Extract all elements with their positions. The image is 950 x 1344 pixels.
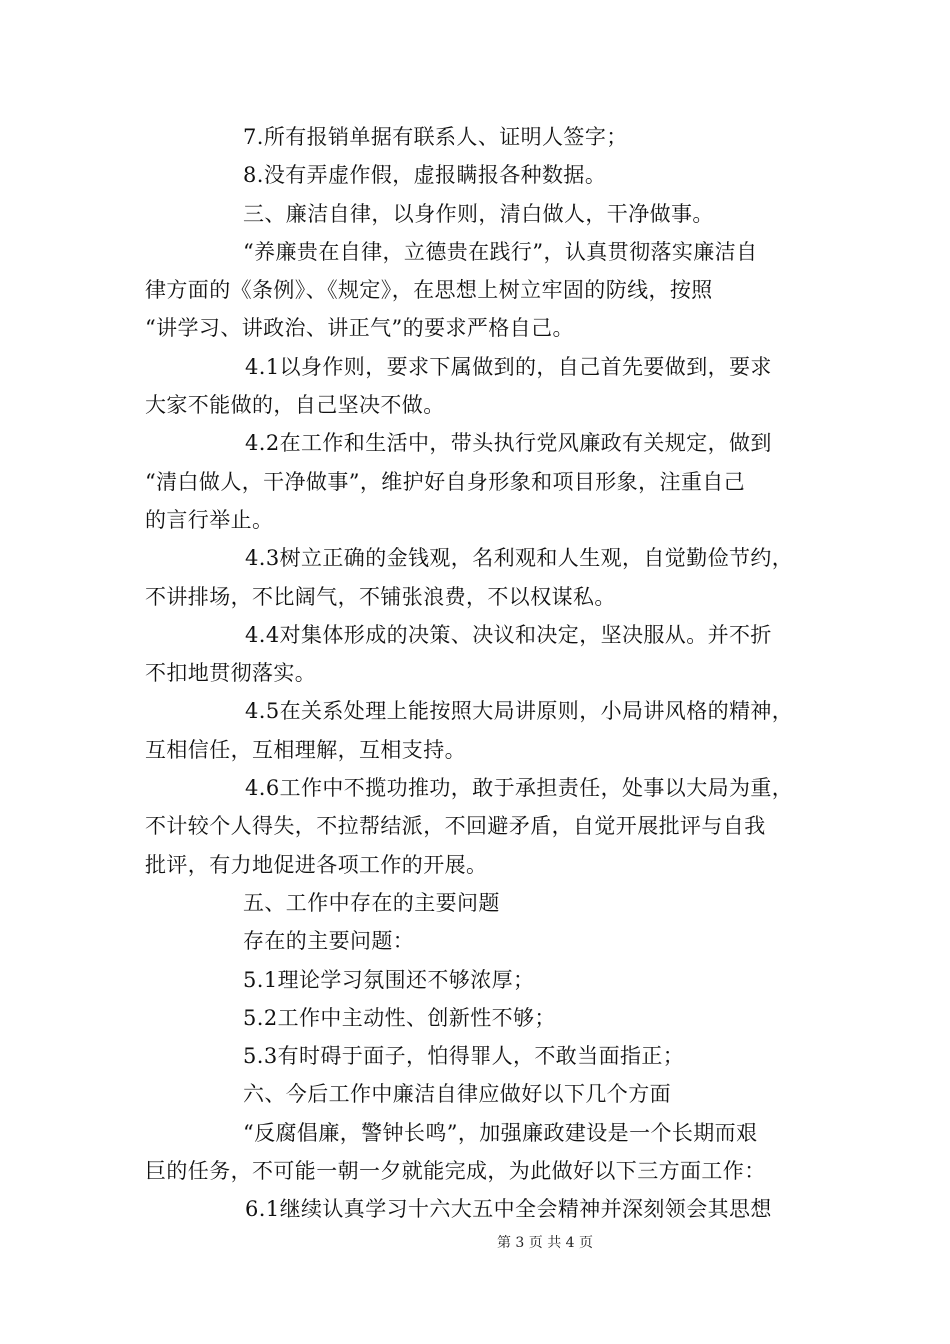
text-line: 存在的主要问题：	[243, 929, 415, 954]
text-line: 5.2工作中主动性、创新性不够；	[243, 1005, 556, 1030]
text-line: 批评，有力地促进各项工作的开展。	[145, 852, 488, 877]
text-line: “反腐倡廉，警钟长鸣”，加强廉政建设是一个长期而艰	[243, 1120, 758, 1145]
text-line: 4.2在工作和生活中，带头执行党风廉政有关规定，做到	[245, 431, 772, 456]
text-line: 7.所有报销单据有联系人、证明人签字；	[243, 125, 628, 149]
text-line: “养廉贵在自律，立德贵在践行”，认真贯彻落实廉洁自	[243, 239, 758, 264]
text-line: 律方面的《条例》、《规定》，在思想上树立牢固的防线，按照	[145, 278, 713, 303]
text-line: 4.6工作中不揽功推功，敢于承担责任，处事以大局为重，	[245, 776, 794, 801]
text-line: 8.没有弄虚作假，虚报瞒报各种数据。	[243, 163, 607, 188]
text-line: 4.3树立正确的金钱观，名利观和人生观，自觉勤俭节约，	[245, 546, 794, 571]
text-line: “清白做人，干净做事”，维护好自身形象和项目形象，注重自己	[145, 469, 746, 494]
text-line: 的言行举止。	[145, 507, 274, 532]
text-line: 巨的任务，不可能一朝一夕就能完成，为此做好以下三方面工作：	[145, 1159, 766, 1184]
document-body	[145, 118, 825, 1229]
text-line: 三、廉洁自律，以身作则，清白做人，干净做事。	[243, 201, 714, 226]
text-line: 4.4对集体形成的决策、决议和决定，坚决服从。并不折	[245, 622, 772, 647]
text-line: 4.5在关系处理上能按照大局讲原则，小局讲风格的精神，	[245, 699, 794, 724]
text-line: 4.1以身作则，要求下属做到的，自己首先要做到，要求	[245, 354, 772, 379]
text-line: 不计较个人得失，不拉帮结派，不回避矛盾，自觉开展批评与自我	[145, 814, 766, 839]
text-line: 不讲排场，不比阔气，不铺张浪费，不以权谋私。	[145, 584, 616, 609]
page-footer	[0, 1232, 950, 1252]
text-line: 5.3有时碍于面子，怕得罪人，不敢当面指正；	[243, 1044, 685, 1069]
text-line: 不扣地贯彻落实。	[145, 661, 317, 686]
text-line: 大家不能做的，自己坚决不做。	[145, 393, 445, 418]
page-number-label: 第 3 页 共 4 页	[496, 1235, 594, 1251]
text-line: 互相信任，互相理解，互相支持。	[145, 737, 466, 762]
text-line: 五、工作中存在的主要问题	[243, 890, 500, 915]
text-line: 六、今后工作中廉洁自律应做好以下几个方面	[243, 1082, 671, 1107]
text-line: “讲学习、讲政治、讲正气”的要求严格自己。	[145, 316, 574, 341]
text-line: 5.1理论学习氛围还不够浓厚；	[243, 967, 535, 992]
text-line: 6.1继续认真学习十六大五中全会精神并深刻领会其思想	[245, 1197, 772, 1222]
